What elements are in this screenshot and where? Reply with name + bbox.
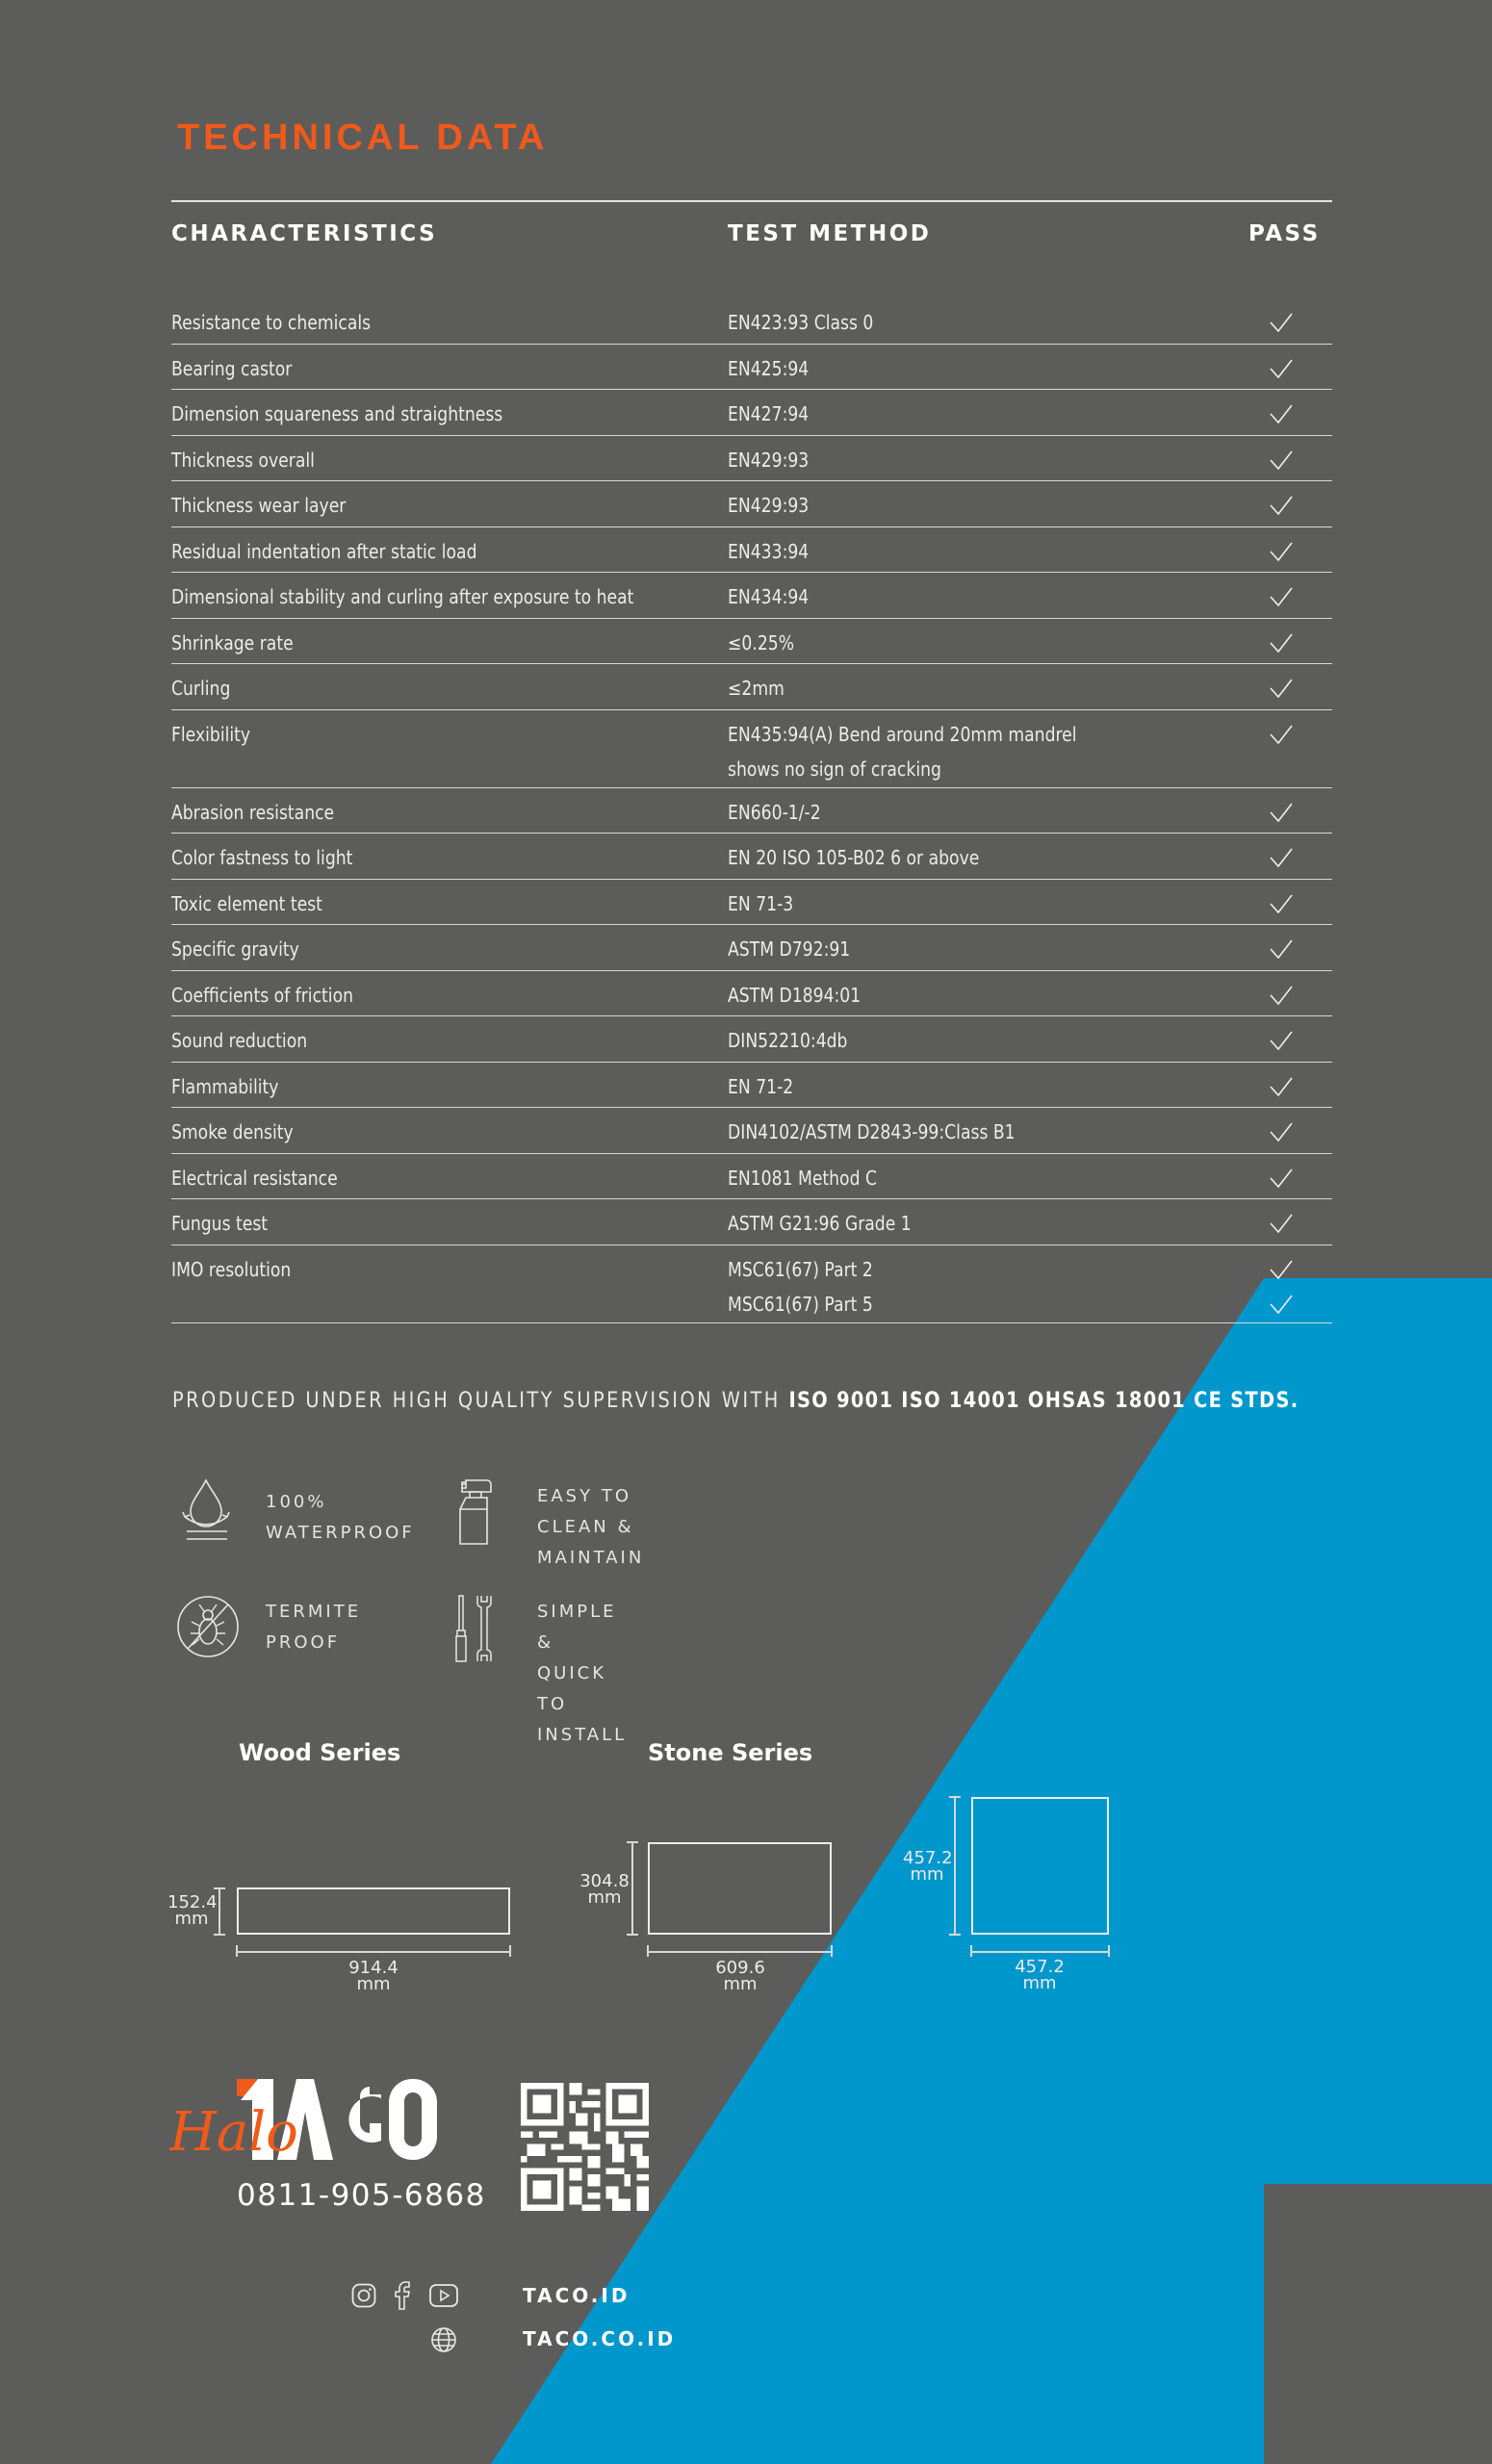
test-method-cell: ASTM G21:96 Grade 1 (728, 1212, 912, 1235)
social-handle-link[interactable]: TACO.ID (523, 2284, 630, 2307)
halo-taco-logo (169, 2075, 468, 2171)
pass-check-icon (1269, 893, 1294, 914)
feature-termite-line1: TERMITE (266, 1602, 362, 1622)
feature-install-line1: SIMPLE & QUICK (537, 1602, 617, 1683)
table-row (171, 1063, 1332, 1109)
test-method-cell: MSC61(67) Part 2 (728, 1257, 873, 1281)
phone-number[interactable]: 0811-905-6868 (237, 2178, 486, 2213)
qr-code-icon[interactable] (521, 2083, 649, 2211)
test-method-cell: EN423:93 Class 0 (728, 311, 874, 334)
feature-termite-line2: PROOF (266, 1632, 341, 1653)
facebook-icon[interactable] (393, 2281, 412, 2310)
characteristic-cell: Color fastness to light (171, 846, 353, 869)
pass-check-icon (1269, 312, 1294, 333)
stone-rect-height-unit: mm (587, 1887, 622, 1908)
wood-series-title: Wood Series (239, 1739, 401, 1766)
feature-waterproof-line2: WATERPROOF (266, 1523, 415, 1543)
feature-install-line2: TO INSTALL (537, 1694, 628, 1745)
instagram-icon[interactable] (351, 2283, 376, 2308)
table-row (171, 788, 1332, 834)
quality-standards: ISO 9001 ISO 14001 OHSAS 18001 CE STDS. (788, 1389, 1299, 1413)
stone-rect-width-value: 609.6 (715, 1958, 765, 1978)
characteristic-cell: Fungus test (171, 1212, 269, 1235)
table-row (171, 573, 1332, 619)
characteristic-cell: Abrasion resistance (171, 800, 335, 824)
characteristic-cell: Specific gravity (171, 937, 299, 961)
table-row (171, 834, 1332, 880)
test-method-cell: DIN52210:4db (728, 1029, 848, 1052)
stone-series-title: Stone Series (648, 1739, 813, 1766)
table-row (171, 1245, 1332, 1323)
stone-rect-width-unit: mm (723, 1974, 758, 1994)
pass-check-icon (1269, 495, 1294, 516)
table-row (171, 481, 1332, 527)
wood-plank-shape (237, 1887, 510, 1935)
pass-check-icon (1269, 449, 1294, 471)
test-method-cell: EN1081 Method C (728, 1166, 877, 1190)
table-row (171, 710, 1332, 788)
stone-tile-square-shape (971, 1797, 1109, 1935)
table-row (171, 1016, 1332, 1063)
column-header-characteristics: CHARACTERISTICS (171, 221, 438, 246)
table-row (171, 1154, 1332, 1200)
wood-width-value: 914.4 (348, 1958, 399, 1978)
table-row (171, 664, 1332, 710)
pass-check-icon (1269, 802, 1294, 823)
pass-check-icon (1269, 1259, 1294, 1280)
pass-check-icon (1269, 403, 1294, 424)
youtube-icon[interactable] (429, 2284, 458, 2307)
table-row (171, 345, 1332, 391)
test-method-cell: EN660-1/-2 (728, 800, 821, 824)
column-header-pass: PASS (1248, 221, 1321, 246)
globe-icon (430, 2326, 457, 2353)
table-row (171, 619, 1332, 665)
test-method-cell: EN429:93 (728, 448, 810, 472)
test-method-cell: DIN4102/ASTM D2843-99:Class B1 (728, 1120, 1016, 1143)
tools-icon (454, 1594, 497, 1663)
test-method-cell: EN 71-3 (728, 891, 794, 915)
pass-check-icon (1269, 678, 1294, 699)
test-method-cell: EN434:94 (728, 585, 810, 608)
termite-proof-icon (176, 1595, 240, 1658)
characteristic-cell: Thickness overall (171, 448, 315, 472)
test-method-cell: EN 20 ISO 105-B02 6 or above (728, 846, 980, 869)
test-method-cell: EN433:94 (728, 539, 810, 563)
pass-check-icon (1269, 541, 1294, 562)
pass-check-icon (1269, 632, 1294, 654)
characteristic-cell: Toxic element test (171, 891, 322, 915)
table-row (171, 390, 1332, 436)
pass-check-icon (1269, 1121, 1294, 1142)
test-method-cell: MSC61(67) Part 5 (728, 1292, 873, 1316)
test-method-cell: EN 71-2 (728, 1074, 794, 1098)
characteristic-cell: Smoke density (171, 1120, 294, 1143)
technical-data-table (171, 298, 1332, 1323)
waterproof-drop-icon (179, 1478, 233, 1542)
test-method-cell: ≤2mm (728, 677, 785, 700)
stone-square-height-value: 457.2 (903, 1848, 953, 1868)
stone-square-width-unit: mm (1022, 1973, 1057, 1993)
test-method-cell: EN429:93 (728, 494, 810, 517)
characteristic-cell: Residual indentation after static load (171, 539, 477, 563)
spray-bottle-icon (456, 1478, 497, 1546)
characteristic-cell: Bearing castor (171, 356, 293, 380)
characteristic-cell: Coefficients of friction (171, 983, 353, 1007)
stone-square-width-value: 457.2 (1015, 1957, 1065, 1977)
quality-prefix: PRODUCED UNDER HIGH QUALITY SUPERVISION WITH (172, 1389, 781, 1413)
pass-check-icon (1269, 985, 1294, 1006)
table-row (171, 880, 1332, 926)
pass-check-icon (1269, 1030, 1294, 1051)
pass-check-icon (1269, 847, 1294, 868)
pass-check-icon (1269, 724, 1294, 745)
characteristic-cell: Thickness wear layer (171, 494, 347, 517)
characteristic-cell: Flammability (171, 1074, 279, 1098)
table-row (171, 298, 1332, 345)
pass-check-icon (1269, 358, 1294, 379)
characteristic-cell: Electrical resistance (171, 1166, 338, 1190)
test-method-cell: EN425:94 (728, 356, 810, 380)
stone-tile-rect-shape (648, 1842, 832, 1935)
table-row (171, 1199, 1332, 1245)
test-method-cell: shows no sign of cracking (728, 757, 941, 781)
feature-clean-line2: MAINTAIN (537, 1548, 645, 1568)
characteristic-cell: Resistance to chemicals (171, 311, 372, 334)
taco-logo-icon (169, 2075, 468, 2171)
wood-width-unit: mm (356, 1974, 391, 1994)
characteristic-cell: Flexibility (171, 722, 251, 746)
test-method-cell: ASTM D792:91 (728, 937, 851, 961)
pass-check-icon (1269, 1168, 1294, 1189)
table-row (171, 436, 1332, 482)
test-method-cell: EN427:94 (728, 402, 810, 425)
table-row (171, 971, 1332, 1017)
table-row (171, 1108, 1332, 1154)
pass-check-icon (1269, 1294, 1294, 1315)
page-title: TECHNICAL DATA (177, 117, 549, 158)
wood-height-unit: mm (174, 1909, 209, 1929)
feature-waterproof-line1: 100% (266, 1492, 327, 1512)
characteristic-cell: IMO resolution (171, 1257, 292, 1281)
characteristic-cell: Dimensional stability and curling after exposure to heat (171, 585, 634, 608)
test-method-cell: EN435:94(A) Bend around 20mm mandrel (728, 722, 1077, 746)
pass-check-icon (1269, 938, 1294, 960)
brand-script: Halo (169, 2101, 298, 2164)
table-row (171, 527, 1332, 574)
header-rule (171, 200, 1332, 202)
characteristic-cell: Shrinkage rate (171, 630, 294, 654)
characteristic-cell: Dimension squareness and straightness (171, 402, 503, 425)
stone-square-height-unit: mm (910, 1864, 944, 1885)
wood-height-value: 152.4 (167, 1892, 218, 1912)
test-method-cell: ≤0.25% (728, 630, 795, 654)
characteristic-cell: Curling (171, 677, 231, 700)
pass-check-icon (1269, 1076, 1294, 1097)
test-method-cell: ASTM D1894:01 (728, 983, 862, 1007)
pass-check-icon (1269, 586, 1294, 607)
pass-check-icon (1269, 1213, 1294, 1234)
table-row (171, 925, 1332, 971)
stone-rect-height-value: 304.8 (579, 1871, 630, 1891)
quality-statement (172, 1389, 1299, 1413)
column-header-test-method: TEST METHOD (728, 221, 932, 246)
characteristic-cell: Sound reduction (171, 1029, 308, 1052)
feature-clean-line1: EASY TO CLEAN & (537, 1486, 634, 1537)
website-link[interactable]: TACO.CO.ID (523, 2327, 677, 2350)
